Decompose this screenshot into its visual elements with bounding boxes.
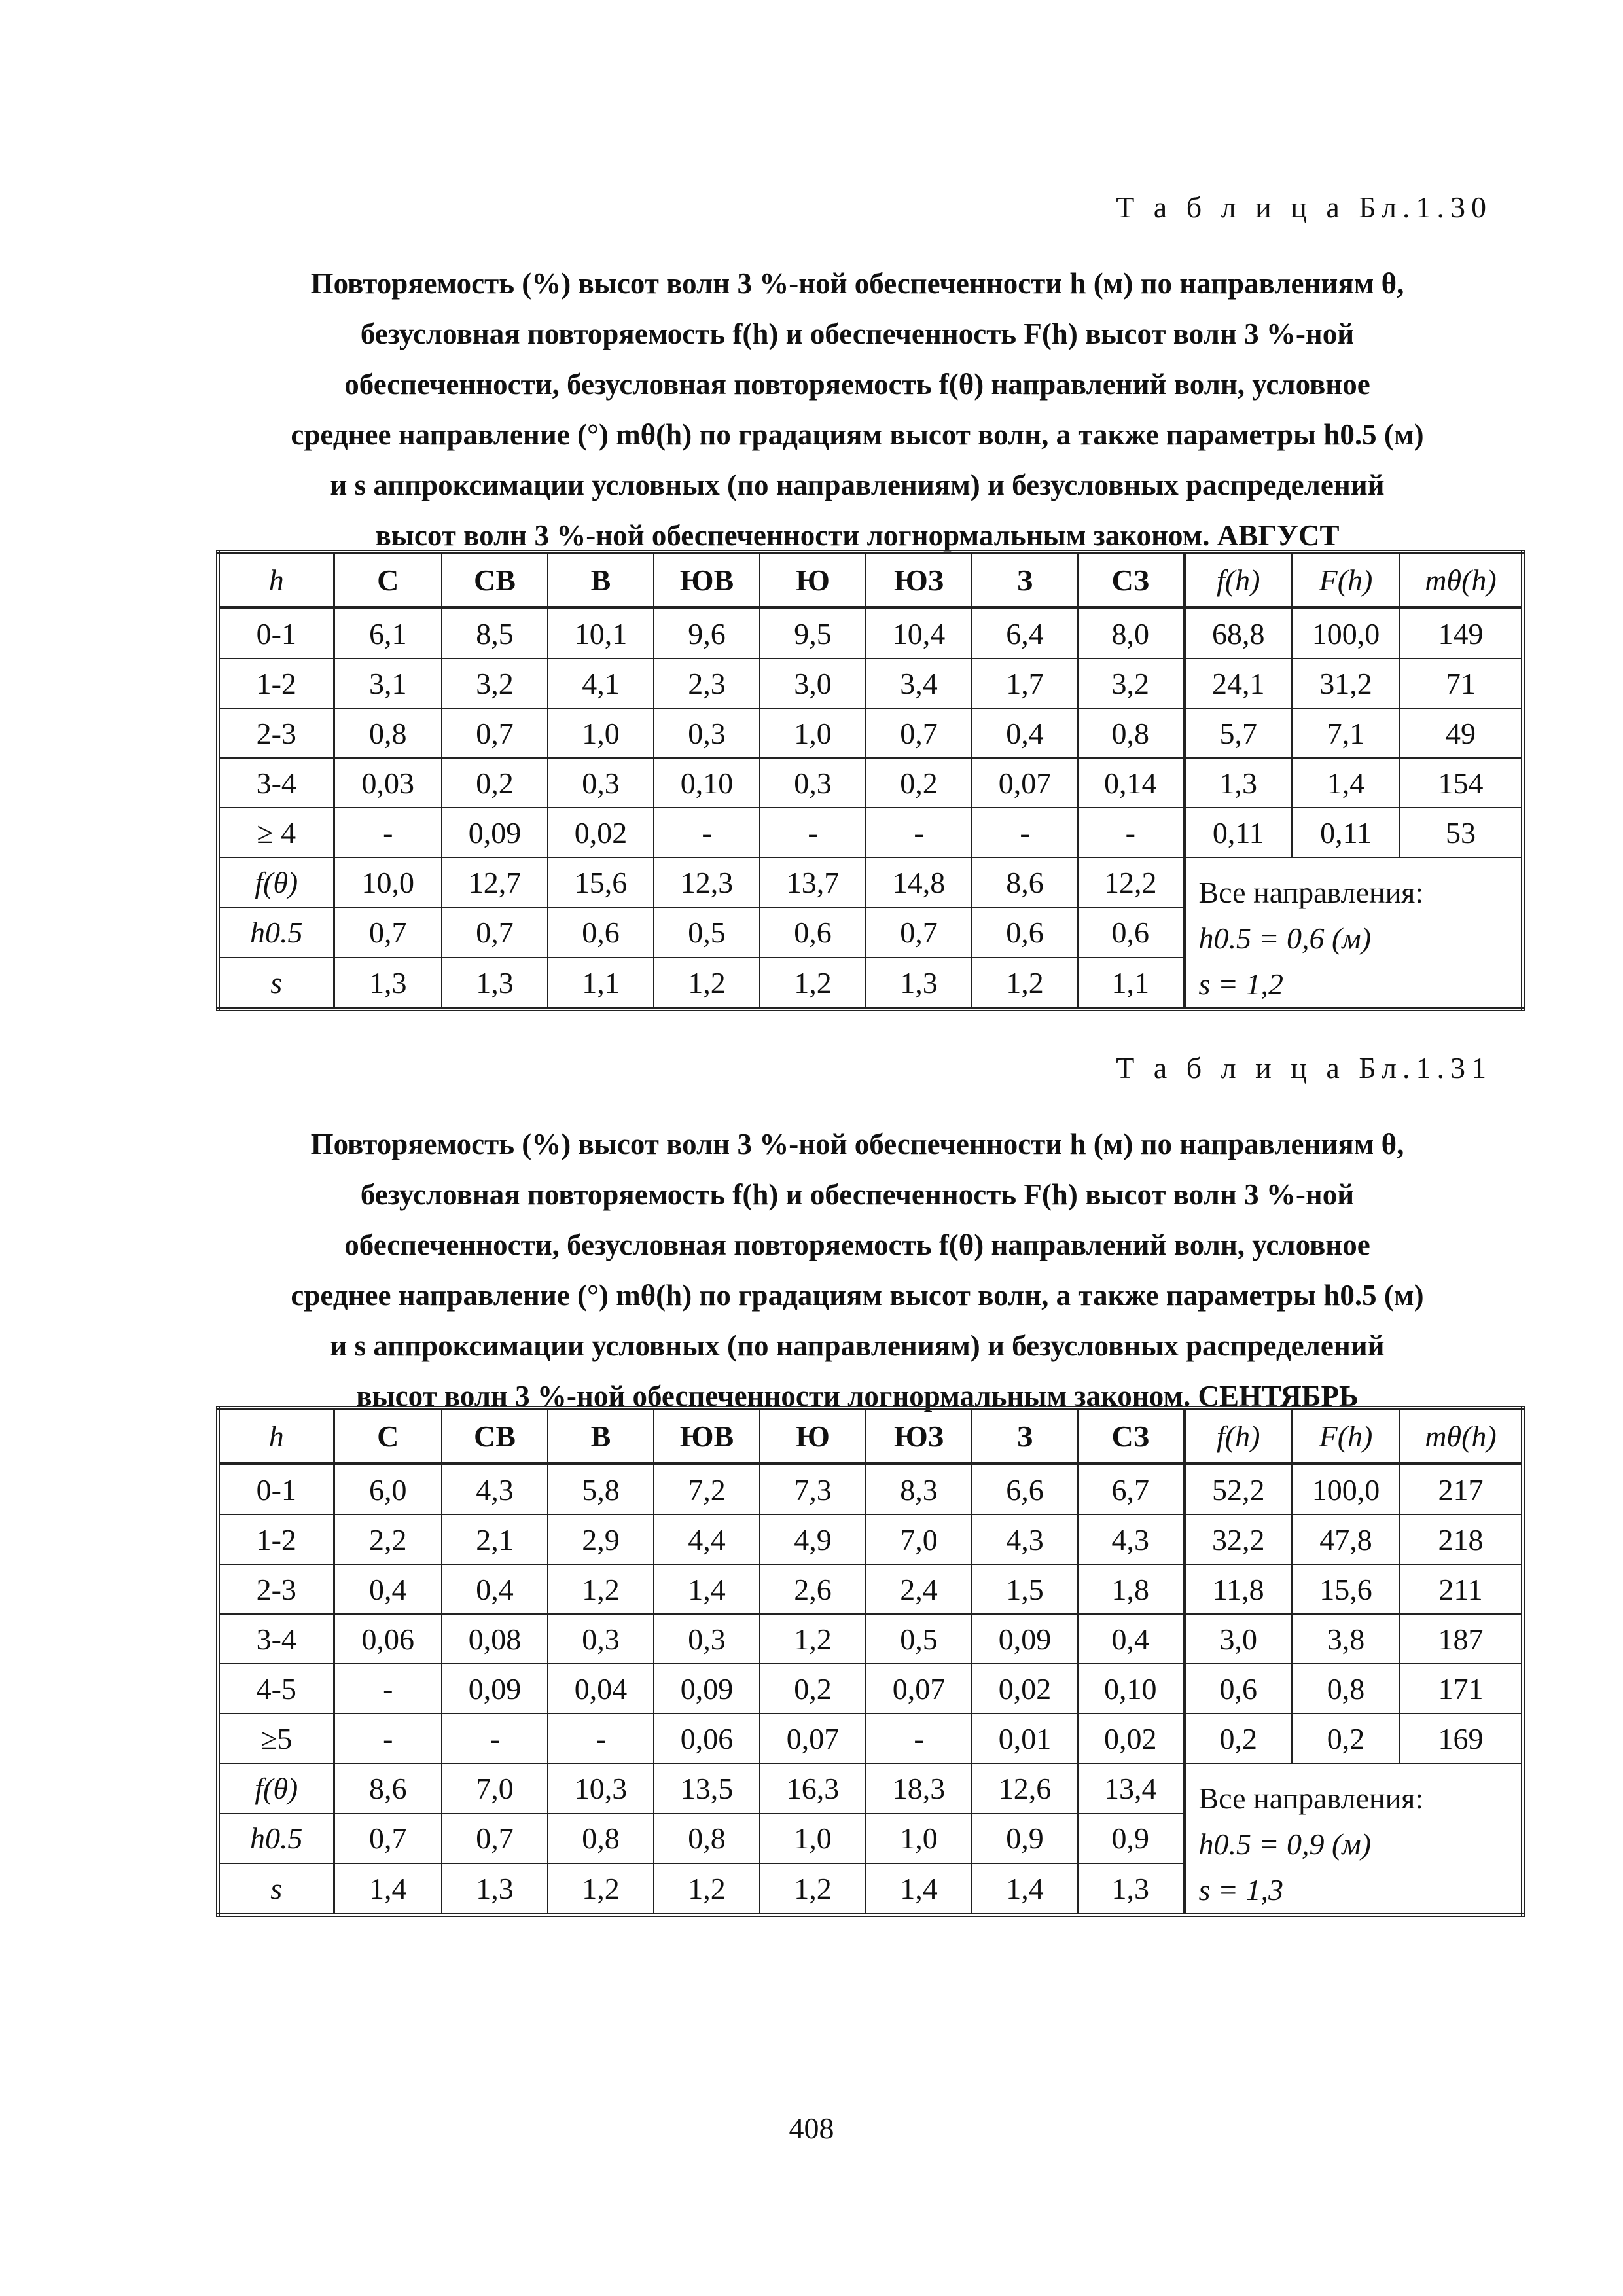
table-cell: 7,0: [866, 1515, 972, 1564]
table-cell: 6,6: [972, 1464, 1078, 1515]
table-row: [218, 1614, 1523, 1664]
table-cell: 0,11: [1292, 808, 1400, 857]
table-cell: 3,8: [1292, 1614, 1400, 1664]
table-cell: 0,7: [334, 1814, 442, 1864]
table-cell: 1,2: [654, 958, 760, 1009]
table-cell: 5,7: [1184, 708, 1292, 758]
table-cell: 1,0: [866, 1814, 972, 1864]
table-cell: 52,2: [1184, 1464, 1292, 1515]
table-cell: 171: [1400, 1664, 1523, 1713]
table-cell: 3,2: [1078, 658, 1184, 708]
table-cell: 1,2: [972, 958, 1078, 1009]
table-cell: 0,04: [548, 1664, 654, 1713]
all-directions-cell: [1184, 857, 1523, 1009]
column-header: Ю: [760, 552, 866, 608]
table-cell: -: [866, 808, 972, 857]
table-row: [218, 1464, 1523, 1515]
table-cell: 3,2: [442, 658, 548, 708]
table-cell: 3,0: [760, 658, 866, 708]
table-cell: 8,5: [442, 608, 548, 659]
table-cell: 169: [1400, 1713, 1523, 1763]
table-cell: 0,6: [760, 908, 866, 958]
data-table: [216, 550, 1525, 1011]
all-directions-h05: h0.5 = 0,6 (м): [1198, 922, 1372, 955]
table-cell: 4,1: [548, 658, 654, 708]
table-cell: -: [334, 1713, 442, 1763]
table-cell: 0,5: [866, 1614, 972, 1664]
f-theta-row: [218, 857, 1523, 908]
table-cell: 2-3: [218, 1564, 334, 1614]
table-cell: 8,6: [334, 1763, 442, 1814]
column-header: СВ: [442, 1408, 548, 1464]
caption-line: и s аппроксимации условных (по направлениям) и безусловных распределений: [330, 1329, 1385, 1362]
table-cell: 0,8: [334, 708, 442, 758]
table-cell: 0,6: [1078, 908, 1184, 958]
table-cell: 0,02: [548, 808, 654, 857]
caption-line: Повторяемость (%) высот волн 3 %-ной обеспеченности h (м) по направлениям θ,: [310, 1128, 1404, 1160]
table-cell: 0,2: [760, 1664, 866, 1713]
table-cell: 3-4: [218, 1614, 334, 1664]
table-cell: 0,02: [1078, 1713, 1184, 1763]
row-label: h0.5: [218, 1814, 334, 1864]
column-header: F(h): [1292, 552, 1400, 608]
column-header: С: [334, 1408, 442, 1464]
table-cell: 0,07: [760, 1713, 866, 1763]
table-label: Т а б л и ц а Бл.1.30: [1116, 190, 1492, 224]
table-cell: 0,10: [1078, 1664, 1184, 1713]
page-number: 408: [789, 2111, 834, 2145]
row-label: s: [218, 958, 334, 1009]
table-cell: 6,1: [334, 608, 442, 659]
table-cell: 0,3: [548, 758, 654, 808]
table-cell: 217: [1400, 1464, 1523, 1515]
table-header-row: [218, 1408, 1523, 1464]
table-cell: 0,2: [1184, 1713, 1292, 1763]
table-cell: 47,8: [1292, 1515, 1400, 1564]
table-cell: 0,5: [654, 908, 760, 958]
column-header: ЮЗ: [866, 1408, 972, 1464]
table-cell: 3,0: [1184, 1614, 1292, 1664]
table-cell: 9,5: [760, 608, 866, 659]
column-header: h: [218, 552, 334, 608]
table-cell: 187: [1400, 1614, 1523, 1664]
table-caption: [209, 259, 1505, 561]
table-cell: 0-1: [218, 1464, 334, 1515]
table-cell: 10,3: [548, 1763, 654, 1814]
table-cell: 1,3: [442, 1863, 548, 1915]
all-directions-title: Все направления:: [1198, 1782, 1424, 1815]
table-header-row: [218, 552, 1523, 608]
table-cell: 7,1: [1292, 708, 1400, 758]
table-cell: 0,4: [972, 708, 1078, 758]
table-cell: 1,4: [1292, 758, 1400, 808]
table-cell: 0,7: [442, 1814, 548, 1864]
table-cell: 154: [1400, 758, 1523, 808]
table-cell: 0,7: [442, 908, 548, 958]
table-row: [218, 1713, 1523, 1763]
table-cell: 0,07: [972, 758, 1078, 808]
table-cell: 53: [1400, 808, 1523, 857]
column-header: Ю: [760, 1408, 866, 1464]
caption-line: безусловная повторяемость f(h) и обеспеченность F(h) высот волн 3 %-ной: [360, 317, 1355, 350]
table-cell: 1,3: [1078, 1863, 1184, 1915]
table-cell: 1,2: [760, 1614, 866, 1664]
table-cell: 0,7: [866, 908, 972, 958]
table-cell: 1,0: [760, 708, 866, 758]
column-header: ЮЗ: [866, 552, 972, 608]
table-cell: 100,0: [1292, 608, 1400, 659]
all-directions-h05: h0.5 = 0,9 (м): [1198, 1827, 1372, 1861]
table-cell: 14,8: [866, 857, 972, 908]
column-header: З: [972, 552, 1078, 608]
table-cell: 13,5: [654, 1763, 760, 1814]
table-cell: 12,7: [442, 857, 548, 908]
table-row: [218, 608, 1523, 659]
table-cell: 0,6: [1184, 1664, 1292, 1713]
column-header: В: [548, 1408, 654, 1464]
table-cell: 0,09: [442, 1664, 548, 1713]
table-cell: 1,4: [866, 1863, 972, 1915]
table-cell: 1,4: [334, 1863, 442, 1915]
table-cell: 0,09: [442, 808, 548, 857]
table-cell: 0,01: [972, 1713, 1078, 1763]
column-header: ЮВ: [654, 552, 760, 608]
table-cell: 1,5: [972, 1564, 1078, 1614]
table-cell: 6,4: [972, 608, 1078, 659]
table-cell: -: [334, 1664, 442, 1713]
table-cell: 0,3: [654, 708, 760, 758]
table-cell: 10,1: [548, 608, 654, 659]
table-row: [218, 808, 1523, 857]
table-cell: 7,3: [760, 1464, 866, 1515]
table-cell: 0,07: [866, 1664, 972, 1713]
table-cell: 8,3: [866, 1464, 972, 1515]
table-cell: 32,2: [1184, 1515, 1292, 1564]
table-cell: 2,6: [760, 1564, 866, 1614]
table-cell: 12,6: [972, 1763, 1078, 1814]
table-cell: 1-2: [218, 658, 334, 708]
column-header: h: [218, 1408, 334, 1464]
table-cell: 1,4: [654, 1564, 760, 1614]
table-cell: 0,4: [1078, 1614, 1184, 1664]
table-cell: 2,4: [866, 1564, 972, 1614]
table-cell: 11,8: [1184, 1564, 1292, 1614]
table-cell: -: [334, 808, 442, 857]
table-cell: 12,3: [654, 857, 760, 908]
table-cell: 0,09: [972, 1614, 1078, 1664]
table-cell: 0,2: [866, 758, 972, 808]
table-cell: ≥ 4: [218, 808, 334, 857]
table-cell: -: [1078, 808, 1184, 857]
table-cell: 7,0: [442, 1763, 548, 1814]
table-cell: 1,0: [760, 1814, 866, 1864]
table-cell: 0,08: [442, 1614, 548, 1664]
table-cell: 3-4: [218, 758, 334, 808]
table-cell: 1,0: [548, 708, 654, 758]
caption-line: среднее направление (°) mθ(h) по градациям высот волн, а также параметры h0.5 (м): [291, 1279, 1424, 1312]
table-cell: 7,2: [654, 1464, 760, 1515]
column-header: f(h): [1184, 552, 1292, 608]
table-cell: 0,09: [654, 1664, 760, 1713]
table-cell: 9,6: [654, 608, 760, 659]
table-cell: 149: [1400, 608, 1523, 659]
column-header: З: [972, 1408, 1078, 1464]
row-label: h0.5: [218, 908, 334, 958]
table-cell: 4-5: [218, 1664, 334, 1713]
table-cell: 0,8: [1292, 1664, 1400, 1713]
table-cell: 2,9: [548, 1515, 654, 1564]
table-cell: 0,2: [442, 758, 548, 808]
table-cell: 100,0: [1292, 1464, 1400, 1515]
table-cell: 0,11: [1184, 808, 1292, 857]
table-cell: 0,4: [442, 1564, 548, 1614]
table-cell: 0,7: [334, 908, 442, 958]
table-cell: 0,10: [654, 758, 760, 808]
caption-line: высот волн 3 %-ной обеспеченности логнормальным законом. АВГУСТ: [375, 519, 1340, 552]
table-cell: 1,1: [1078, 958, 1184, 1009]
caption-line: среднее направление (°) mθ(h) по градациям высот волн, а также параметры h0.5 (м): [291, 418, 1424, 451]
table-cell: 1,3: [1184, 758, 1292, 808]
table-cell: 211: [1400, 1564, 1523, 1614]
table-cell: 3,1: [334, 658, 442, 708]
table-cell: 1,2: [548, 1564, 654, 1614]
column-header: С: [334, 552, 442, 608]
f-theta-row: [218, 1763, 1523, 1814]
table-cell: 0,06: [654, 1713, 760, 1763]
table-row: [218, 1664, 1523, 1713]
table-cell: 31,2: [1292, 658, 1400, 708]
table-cell: 0,03: [334, 758, 442, 808]
table-cell: 1,1: [548, 958, 654, 1009]
table-cell: 4,9: [760, 1515, 866, 1564]
table-cell: 71: [1400, 658, 1523, 708]
table-cell: 13,7: [760, 857, 866, 908]
table-cell: 4,3: [1078, 1515, 1184, 1564]
table-row: [218, 708, 1523, 758]
row-label: f(θ): [218, 1763, 334, 1814]
table-caption: [209, 1119, 1505, 1422]
caption-line: обеспеченности, безусловная повторяемость f(θ) направлений волн, условное: [344, 368, 1370, 401]
table-cell: 10,0: [334, 857, 442, 908]
data-table: [216, 1406, 1525, 1917]
table-cell: 1,3: [334, 958, 442, 1009]
table-cell: 49: [1400, 708, 1523, 758]
column-header: F(h): [1292, 1408, 1400, 1464]
table-cell: 4,3: [972, 1515, 1078, 1564]
table-cell: 15,6: [1292, 1564, 1400, 1614]
table-cell: 24,1: [1184, 658, 1292, 708]
table-cell: 12,2: [1078, 857, 1184, 908]
table-cell: 1,2: [760, 958, 866, 1009]
table-cell: 2-3: [218, 708, 334, 758]
table-cell: -: [548, 1713, 654, 1763]
caption-line: обеспеченности, безусловная повторяемость f(θ) направлений волн, условное: [344, 1229, 1370, 1261]
table-row: [218, 1515, 1523, 1564]
caption-line: и s аппроксимации условных (по направлениям) и безусловных распределений: [330, 469, 1385, 501]
table-cell: 0-1: [218, 608, 334, 659]
caption-line: высот волн 3 %-ной обеспеченности логнормальным законом. СЕНТЯБРЬ: [356, 1380, 1359, 1412]
all-directions-s: s = 1,3: [1198, 1873, 1283, 1907]
column-header: mθ(h): [1400, 1408, 1523, 1464]
table-cell: 0,3: [760, 758, 866, 808]
table-cell: 0,14: [1078, 758, 1184, 808]
table-cell: 1-2: [218, 1515, 334, 1564]
column-header: mθ(h): [1400, 552, 1523, 608]
table-cell: 0,9: [1078, 1814, 1184, 1864]
table-cell: 1,8: [1078, 1564, 1184, 1614]
table-row: [218, 1564, 1523, 1614]
table-cell: 6,7: [1078, 1464, 1184, 1515]
table-cell: 0,7: [442, 708, 548, 758]
table-cell: -: [760, 808, 866, 857]
table-cell: 0,8: [548, 1814, 654, 1864]
table-cell: 1,4: [972, 1863, 1078, 1915]
all-directions-s: s = 1,2: [1198, 967, 1283, 1001]
table-cell: 0,6: [548, 908, 654, 958]
column-header: f(h): [1184, 1408, 1292, 1464]
row-label: f(θ): [218, 857, 334, 908]
table-cell: 0,02: [972, 1664, 1078, 1713]
table-cell: 1,7: [972, 658, 1078, 708]
table-cell: 8,0: [1078, 608, 1184, 659]
table-cell: 0,3: [654, 1614, 760, 1664]
table-cell: 1,2: [760, 1863, 866, 1915]
table-cell: 1,3: [442, 958, 548, 1009]
table-cell: 0,9: [972, 1814, 1078, 1864]
column-header: СЗ: [1078, 552, 1184, 608]
table-cell: 8,6: [972, 857, 1078, 908]
table-cell: 10,4: [866, 608, 972, 659]
table-cell: 0,2: [1292, 1713, 1400, 1763]
column-header: ЮВ: [654, 1408, 760, 1464]
table-cell: 1,2: [548, 1863, 654, 1915]
table-label: Т а б л и ц а Бл.1.31: [1116, 1051, 1492, 1085]
table-cell: 15,6: [548, 857, 654, 908]
table-cell: 218: [1400, 1515, 1523, 1564]
all-directions-cell: [1184, 1763, 1523, 1915]
table-row: [218, 758, 1523, 808]
table-cell: 1,3: [866, 958, 972, 1009]
table-cell: 4,4: [654, 1515, 760, 1564]
table-cell: 16,3: [760, 1763, 866, 1814]
table-cell: 2,1: [442, 1515, 548, 1564]
column-header: СВ: [442, 552, 548, 608]
table-cell: 0,7: [866, 708, 972, 758]
caption-line: безусловная повторяемость f(h) и обеспеченность F(h) высот волн 3 %-ной: [360, 1178, 1355, 1211]
table-cell: 0,4: [334, 1564, 442, 1614]
table-cell: 6,0: [334, 1464, 442, 1515]
table-cell: 3,4: [866, 658, 972, 708]
table-cell: ≥5: [218, 1713, 334, 1763]
table-cell: -: [972, 808, 1078, 857]
all-directions-title: Все направления:: [1198, 876, 1424, 909]
table-cell: 0,3: [548, 1614, 654, 1664]
caption-line: Повторяемость (%) высот волн 3 %-ной обеспеченности h (м) по направлениям θ,: [310, 267, 1404, 300]
row-label: s: [218, 1863, 334, 1915]
table-cell: 2,2: [334, 1515, 442, 1564]
table-cell: -: [866, 1713, 972, 1763]
table-cell: 0,8: [654, 1814, 760, 1864]
column-header: В: [548, 552, 654, 608]
table-cell: -: [442, 1713, 548, 1763]
table-cell: 5,8: [548, 1464, 654, 1515]
table-cell: 68,8: [1184, 608, 1292, 659]
table-cell: 0,6: [972, 908, 1078, 958]
table-cell: 4,3: [442, 1464, 548, 1515]
table-row: [218, 658, 1523, 708]
table-cell: 13,4: [1078, 1763, 1184, 1814]
table-cell: 1,2: [654, 1863, 760, 1915]
table-cell: 0,8: [1078, 708, 1184, 758]
table-cell: 2,3: [654, 658, 760, 708]
table-cell: 18,3: [866, 1763, 972, 1814]
column-header: СЗ: [1078, 1408, 1184, 1464]
table-cell: 0,06: [334, 1614, 442, 1664]
table-cell: -: [654, 808, 760, 857]
